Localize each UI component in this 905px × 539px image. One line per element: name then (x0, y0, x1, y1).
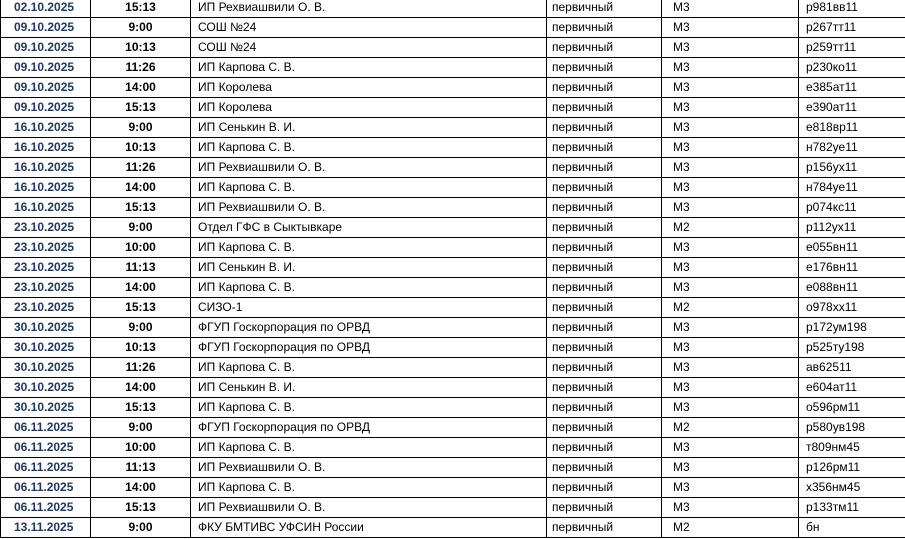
vehicle-category-cell[interactable]: М3 (662, 438, 799, 458)
vehicle-category-cell[interactable]: М3 (662, 458, 799, 478)
vehicle-category-cell[interactable]: М3 (662, 138, 799, 158)
plate-number-cell[interactable]: н784уе11 (799, 178, 905, 198)
vehicle-category-cell[interactable]: М3 (662, 278, 799, 298)
organization-cell[interactable]: ИП Карпова С. В. (191, 478, 547, 498)
organization-cell[interactable]: ФГУП Госкорпорация по ОРВД (191, 418, 547, 438)
organization-cell[interactable]: ИП Сенькин В. И. (191, 378, 547, 398)
vehicle-category-cell[interactable]: М3 (662, 178, 799, 198)
plate-number-cell[interactable]: р112ух11 (799, 218, 905, 238)
table-row (1, 398, 905, 418)
time-cell[interactable]: 15:13 (91, 0, 191, 18)
inspection-type-cell[interactable]: первичный (547, 0, 662, 18)
organization-cell[interactable]: ИП Карпова С. В. (191, 238, 547, 258)
time-cell[interactable]: 9:00 (91, 218, 191, 238)
table-row (1, 258, 905, 278)
date-cell[interactable]: 23.10.2025 (1, 258, 91, 278)
table-row (1, 458, 905, 478)
plate-number-cell[interactable]: н782уе11 (799, 138, 905, 158)
vehicle-category-cell[interactable]: М3 (662, 498, 799, 518)
date-cell[interactable]: 23.10.2025 (1, 238, 91, 258)
vehicle-category-cell[interactable]: М3 (662, 398, 799, 418)
organization-cell[interactable]: ИП Карпова С. В. (191, 138, 547, 158)
vehicle-category-cell[interactable]: М3 (662, 318, 799, 338)
time-cell[interactable]: 15:13 (91, 298, 191, 318)
inspection-type-cell[interactable]: первичный (547, 218, 662, 238)
table-row (1, 478, 905, 498)
time-cell[interactable]: 9:00 (91, 418, 191, 438)
table-row (1, 118, 905, 138)
vehicle-category-cell[interactable]: М3 (662, 18, 799, 38)
table-row (1, 438, 905, 458)
vehicle-category-cell[interactable]: М3 (662, 0, 799, 18)
time-cell[interactable]: 11:13 (91, 258, 191, 278)
date-cell[interactable]: 09.10.2025 (1, 18, 91, 38)
date-cell[interactable]: 23.10.2025 (1, 218, 91, 238)
date-cell[interactable]: 06.11.2025 (1, 418, 91, 438)
inspection-type-cell[interactable]: первичный (547, 198, 662, 218)
plate-number-cell[interactable]: т809нм45 (799, 438, 905, 458)
vehicle-category-cell[interactable]: М3 (662, 98, 799, 118)
time-cell[interactable]: 15:13 (91, 98, 191, 118)
time-cell[interactable]: 11:26 (91, 358, 191, 378)
vehicle-category-cell[interactable]: М3 (662, 58, 799, 78)
organization-cell[interactable]: ИП Карпова С. В. (191, 278, 547, 298)
inspection-type-cell[interactable]: первичный (547, 158, 662, 178)
inspection-type-cell[interactable]: первичный (547, 298, 662, 318)
inspection-type-cell[interactable]: первичный (547, 418, 662, 438)
time-cell[interactable]: 9:00 (91, 118, 191, 138)
organization-cell[interactable]: СИЗО-1 (191, 298, 547, 318)
time-cell[interactable]: 10:00 (91, 438, 191, 458)
plate-number-cell[interactable]: р267тт11 (799, 18, 905, 38)
inspection-type-cell[interactable]: первичный (547, 58, 662, 78)
date-cell[interactable]: 16.10.2025 (1, 118, 91, 138)
inspection-type-cell[interactable]: первичный (547, 458, 662, 478)
time-cell[interactable]: 14:00 (91, 478, 191, 498)
organization-cell[interactable]: ИП Рехвиашвили О. В. (191, 0, 547, 18)
time-cell[interactable]: 15:13 (91, 498, 191, 518)
vehicle-category-cell[interactable]: М3 (662, 378, 799, 398)
inspection-type-cell[interactable]: первичный (547, 18, 662, 38)
time-cell[interactable]: 9:00 (91, 18, 191, 38)
date-cell[interactable]: 30.10.2025 (1, 358, 91, 378)
date-cell[interactable]: 23.10.2025 (1, 278, 91, 298)
vehicle-category-cell[interactable]: М3 (662, 358, 799, 378)
organization-cell[interactable]: ФКУ БМТИВС УФСИН России (191, 518, 547, 538)
table-row (1, 0, 905, 18)
time-cell[interactable]: 10:13 (91, 138, 191, 158)
plate-number-cell[interactable]: р981вв11 (799, 0, 905, 18)
organization-cell[interactable]: ИП Рехвиашвили О. В. (191, 458, 547, 478)
plate-number-cell[interactable]: р133тм11 (799, 498, 905, 518)
date-cell[interactable]: 02.10.2025 (1, 0, 91, 18)
plate-number-cell[interactable]: е176вн11 (799, 258, 905, 278)
table-row (1, 298, 905, 318)
date-cell[interactable]: 09.10.2025 (1, 38, 91, 58)
time-cell[interactable]: 11:26 (91, 158, 191, 178)
date-cell[interactable]: 16.10.2025 (1, 178, 91, 198)
date-cell[interactable]: 30.10.2025 (1, 338, 91, 358)
date-cell[interactable]: 13.11.2025 (1, 518, 91, 538)
table-row (1, 378, 905, 398)
inspection-type-cell[interactable]: первичный (547, 438, 662, 458)
date-cell[interactable]: 30.10.2025 (1, 398, 91, 418)
plate-number-cell[interactable]: о596рм11 (799, 398, 905, 418)
inspection-type-cell[interactable]: первичный (547, 358, 662, 378)
plate-number-cell[interactable]: р172ум198 (799, 318, 905, 338)
table-row (1, 518, 905, 538)
organization-cell[interactable]: ИП Рехвиашвили О. В. (191, 198, 547, 218)
plate-number-cell[interactable]: е604ат11 (799, 378, 905, 398)
table-row (1, 498, 905, 518)
inspection-type-cell[interactable]: первичный (547, 258, 662, 278)
time-cell[interactable]: 11:13 (91, 458, 191, 478)
inspection-type-cell[interactable]: первичный (547, 518, 662, 538)
organization-cell[interactable]: ИП Королева (191, 78, 547, 98)
date-cell[interactable]: 06.11.2025 (1, 458, 91, 478)
vehicle-category-cell[interactable]: М2 (662, 218, 799, 238)
time-cell[interactable]: 10:00 (91, 238, 191, 258)
date-cell[interactable]: 06.11.2025 (1, 498, 91, 518)
plate-number-cell[interactable]: е818вр11 (799, 118, 905, 138)
plate-number-cell[interactable]: е385ат11 (799, 78, 905, 98)
vehicle-category-cell[interactable]: М3 (662, 78, 799, 98)
vehicle-category-cell[interactable]: М3 (662, 198, 799, 218)
time-cell[interactable]: 14:00 (91, 78, 191, 98)
vehicle-category-cell[interactable]: М3 (662, 158, 799, 178)
organization-cell[interactable]: СОШ №24 (191, 38, 547, 58)
organization-cell[interactable]: ИП Рехвиашвили О. В. (191, 498, 547, 518)
vehicle-category-cell[interactable]: М3 (662, 258, 799, 278)
organization-cell[interactable]: ИП Сенькин В. И. (191, 258, 547, 278)
inspection-type-cell[interactable]: первичный (547, 338, 662, 358)
vehicle-category-cell[interactable]: М2 (662, 298, 799, 318)
organization-cell[interactable]: ИП Сенькин В. И. (191, 118, 547, 138)
organization-cell[interactable]: ИП Королева (191, 98, 547, 118)
time-cell[interactable]: 9:00 (91, 318, 191, 338)
table-row (1, 218, 905, 238)
time-cell[interactable]: 9:00 (91, 518, 191, 538)
organization-cell[interactable]: Отдел ГФС в Сыктывкаре (191, 218, 547, 238)
plate-number-cell[interactable]: р126рм11 (799, 458, 905, 478)
organization-cell[interactable]: ИП Карпова С. В. (191, 58, 547, 78)
plate-number-cell[interactable]: р074кс11 (799, 198, 905, 218)
inspection-type-cell[interactable]: первичный (547, 138, 662, 158)
inspection-type-cell[interactable]: первичный (547, 98, 662, 118)
plate-number-cell[interactable]: р580ув198 (799, 418, 905, 438)
plate-number-cell[interactable]: бн (799, 518, 905, 538)
date-cell[interactable]: 30.10.2025 (1, 378, 91, 398)
table-row (1, 238, 905, 258)
organization-cell[interactable]: ИП Рехвиашвили О. В. (191, 158, 547, 178)
table-row (1, 338, 905, 358)
inspection-type-cell[interactable]: первичный (547, 498, 662, 518)
date-cell[interactable]: 06.11.2025 (1, 478, 91, 498)
date-cell[interactable]: 16.10.2025 (1, 138, 91, 158)
organization-cell[interactable]: ИП Карпова С. В. (191, 398, 547, 418)
inspection-type-cell[interactable]: первичный (547, 238, 662, 258)
organization-cell[interactable]: ИП Карпова С. В. (191, 438, 547, 458)
table-row (1, 158, 905, 178)
table-row (1, 98, 905, 118)
vehicle-category-cell[interactable]: М3 (662, 38, 799, 58)
inspection-type-cell[interactable]: первичный (547, 378, 662, 398)
vehicle-category-cell[interactable]: М3 (662, 478, 799, 498)
organization-cell[interactable]: ИП Карпова С. В. (191, 178, 547, 198)
plate-number-cell[interactable]: ав62511 (799, 358, 905, 378)
vehicle-category-cell[interactable]: М3 (662, 238, 799, 258)
table-row (1, 318, 905, 338)
date-cell[interactable]: 16.10.2025 (1, 198, 91, 218)
table-row (1, 58, 905, 78)
plate-number-cell[interactable]: р259тт11 (799, 38, 905, 58)
plate-number-cell[interactable]: е055вн11 (799, 238, 905, 258)
plate-number-cell[interactable]: р156ух11 (799, 158, 905, 178)
organization-cell[interactable]: ФГУП Госкорпорация по ОРВД (191, 318, 547, 338)
time-cell[interactable]: 15:13 (91, 198, 191, 218)
inspection-type-cell[interactable]: первичный (547, 478, 662, 498)
time-cell[interactable]: 14:00 (91, 178, 191, 198)
vehicle-category-cell[interactable]: М2 (662, 518, 799, 538)
organization-cell[interactable]: ФГУП Госкорпорация по ОРВД (191, 338, 547, 358)
table-body (1, 0, 905, 538)
plate-number-cell[interactable]: е088вн11 (799, 278, 905, 298)
table-row (1, 138, 905, 158)
table-row (1, 198, 905, 218)
date-cell[interactable]: 16.10.2025 (1, 158, 91, 178)
inspection-type-cell[interactable]: первичный (547, 318, 662, 338)
date-cell[interactable]: 30.10.2025 (1, 318, 91, 338)
inspection-type-cell[interactable]: первичный (547, 78, 662, 98)
vehicle-category-cell[interactable]: М3 (662, 118, 799, 138)
time-cell[interactable]: 14:00 (91, 278, 191, 298)
time-cell[interactable]: 15:13 (91, 398, 191, 418)
vehicle-category-cell[interactable]: М2 (662, 418, 799, 438)
time-cell[interactable]: 10:13 (91, 338, 191, 358)
table-row (1, 18, 905, 38)
date-cell[interactable]: 06.11.2025 (1, 438, 91, 458)
date-cell[interactable]: 23.10.2025 (1, 298, 91, 318)
inspection-type-cell[interactable]: первичный (547, 178, 662, 198)
plate-number-cell[interactable]: х356нм45 (799, 478, 905, 498)
table-row (1, 418, 905, 438)
table-row (1, 358, 905, 378)
date-cell[interactable]: 09.10.2025 (1, 58, 91, 78)
plate-number-cell[interactable]: е390ат11 (799, 98, 905, 118)
table-row (1, 178, 905, 198)
plate-number-cell[interactable]: р230ко11 (799, 58, 905, 78)
organization-cell[interactable]: ИП Карпова С. В. (191, 358, 547, 378)
time-cell[interactable]: 14:00 (91, 378, 191, 398)
inspection-type-cell[interactable]: первичный (547, 118, 662, 138)
vehicle-category-cell[interactable]: М3 (662, 338, 799, 358)
date-cell[interactable]: 09.10.2025 (1, 98, 91, 118)
organization-cell[interactable]: СОШ №24 (191, 18, 547, 38)
inspection-type-cell[interactable]: первичный (547, 278, 662, 298)
date-cell[interactable]: 09.10.2025 (1, 78, 91, 98)
table-row (1, 38, 905, 58)
inspection-type-cell[interactable]: первичный (547, 398, 662, 418)
time-cell[interactable]: 11:26 (91, 58, 191, 78)
plate-number-cell[interactable]: р525ту198 (799, 338, 905, 358)
table-row (1, 278, 905, 298)
plate-number-cell[interactable]: о978хх11 (799, 298, 905, 318)
time-cell[interactable]: 10:13 (91, 38, 191, 58)
inspection-type-cell[interactable]: первичный (547, 38, 662, 58)
table-row (1, 78, 905, 98)
